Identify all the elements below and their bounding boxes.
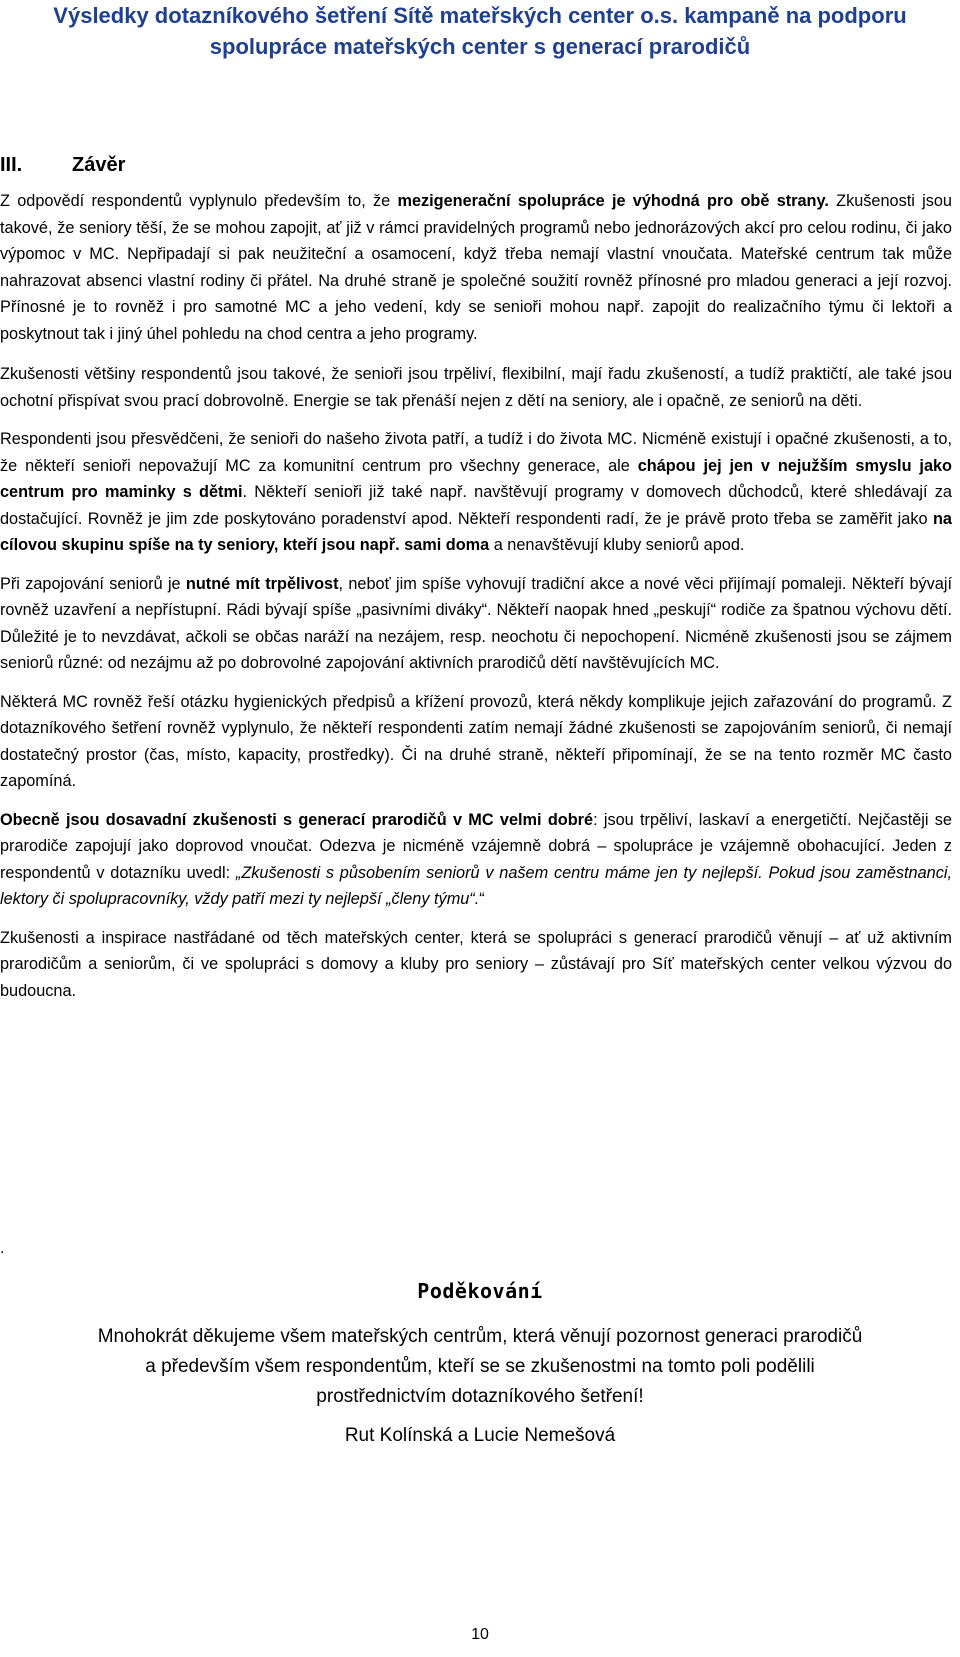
body-paragraph: [0, 188, 952, 347]
text-run: . Někteří senioři již také např. navštěvují programy v domovech důchodců, které shledávají za dostačující. Rovněž je jim zde poskytováno poradenství apod. Někteří respondenti radí, že je právě proto třeba se zaměřit jako: [0, 483, 952, 528]
body-paragraph: [0, 571, 952, 677]
acknowledgement-text: [0, 1322, 960, 1412]
text-run: a nenavštěvují kluby seniorů apod.: [489, 536, 745, 554]
acknowledgement-title: Poděkování: [417, 1279, 543, 1303]
bold-run: mezigenerační spolupráce je výhodná pro obě strany.: [397, 192, 829, 210]
italic-quote-run: „Zkušenosti s působením seniorů v našem centru máme jen ty nejlepší. Pokud jsou zaměstnanci, lektory či spolupracovníky, vždy patří mezi ty nejlepší „členy týmu“.: [0, 863, 952, 908]
acknowledgement-line-3: prostřednictvím dotazníkového šetření!: [316, 1386, 644, 1407]
text-run: Při zapojování seniorů je: [0, 574, 186, 593]
text-run: Zkušenosti jsou takové, že seniory těší, že se mohou zapojit, ať již v rámci pravidelných programů nebo jednorázových akcí pro celou rodinu, či jako výpomoc v MC. Nepřipadají si pak neužiteční a osamocení, když třeba nemají vlastní vnoučata. Mateřské centrum tak může nahrazovat absenci vlastní rodiny či přátel. Na druhé straně je společné soužití rovněž přínosné pro mladou generaci a její rozvoj. Přínosné je to rovněž i pro samotné MC a jeho vedení, kdy se senioři mohou např. zapojit do realizačního týmu či lektoři a poskytnout tak i jiný úhel pohledu na chod centra a jeho programy.: [0, 192, 952, 343]
bold-run: Obecně jsou dosavadní zkušenosti s generací prarodičů v MC velmi dobré: [0, 810, 594, 829]
text-run: : jsou trpěliví, laskaví a energetičtí. Nejčastěji se prarodiče zapojují jako doprovod vnoučat. Odezva je nicméně vzájemně dobrá – spolupráce je vzájemně obohacující. Jeden z respondentů v dotazníku uvedl:: [0, 810, 952, 882]
text-run: Respondenti jsou přesvědčeni, že senioři do našeho života patří, a tudíž i do života MC. Nicméně existují i opačné zkušenosti, a to, že někteří senioři nepovažují MC za komunitní centrum pro všechny generace, ale: [0, 430, 952, 475]
text-run: , neboť jim spíše vyhovují tradiční akce a nové věci přijímají pomaleji. Někteří bývají rovněž uzavření a nepřístupní. Rádi bývají spíše „pasivními diváky“. Někteří naopak hned „peskují“ rodiče za špatnou výchovu dětí. Důležité je to nevzdávat, ačkoli se občas naráží na nezájem, resp. neochotu či nepochopení. Nicméně zkušenosti jsou se zájmem seniorů různé: od nezájmu až po dobrovolné zapojování aktivních prarodičů dětí navštěvujících MC.: [0, 574, 952, 672]
section-heading: [0, 154, 125, 177]
body-paragraph: [0, 689, 952, 795]
text-run: “: [479, 890, 485, 908]
acknowledgement-line-1: Mnohokrát děkujeme všem mateřských centrům, která věnují pozornost generaci prarodičů: [97, 1326, 863, 1347]
body-paragraph: [0, 361, 952, 414]
body-paragraph: [0, 807, 952, 913]
header-line-1: Výsledky dotazníkového šetření Sítě mateřských center o.s. kampaně na podporu: [53, 3, 907, 28]
bold-run: nutné mít trpělivost: [185, 574, 339, 593]
header-line-2: spolupráce mateřských center s generací prarodičů: [209, 34, 751, 59]
body-paragraph: [0, 426, 952, 559]
separator-dot: .: [0, 1240, 5, 1257]
text-run: Některá MC rovněž řeší otázku hygienických předpisů a křížení provozů, která někdy komplikuje jejich zařazování do programů. Z dotazníkového šetření rovněž vyplynulo, že někteří respondenti zatím nemají žádné zkušenosti se zapojováním seniorů, či nemají dostatečný prostor (čas, místo, kapacity, prostředky). Či na druhé straně, někteří připomínají, že se na tento rozměr MC často zapomíná.: [0, 692, 952, 790]
body-paragraph: [0, 925, 952, 1005]
page-number: 10: [471, 1626, 489, 1643]
document-header: [0, 0, 960, 62]
text-run: Z odpovědí respondentů vyplynulo především to, že: [0, 192, 398, 210]
bold-run: chápou jej jen v nejužším smyslu jako centrum pro maminky s dětmi: [0, 456, 952, 501]
text-run: Zkušenosti a inspirace nastřádané od těch mateřských center, která se spolupráci s generací prarodičů věnují – ať už aktivním prarodičům a seniorům, či ve spolupráci s domovy a kluby pro seniory – zůstávají pro Síť mateřských center velkou výzvou do budoucna.: [0, 928, 952, 1000]
bold-run: na cílovou skupinu spíše na ty seniory, kteří jsou např. sami doma: [0, 509, 952, 554]
authors-signature: Rut Kolínská a Lucie Nemešová: [344, 1425, 616, 1446]
acknowledgement-line-2: a především všem respondentům, kteří se se zkušenostmi na tomto poli podělili: [145, 1356, 815, 1377]
text-run: Zkušenosti většiny respondentů jsou takové, že senioři jsou trpěliví, flexibilní, mají řadu zkušeností, a tudíž praktičtí, ale také jsou ochotní přispívat svou prací dobrovolně. Energie se tak přenáší nejen z dětí na seniory, ale i opačně, ze seniorů na děti.: [0, 365, 952, 410]
section-number: III.: [0, 154, 23, 176]
section-title: Závěr: [72, 154, 126, 176]
conclusion-body: [0, 188, 952, 1016]
